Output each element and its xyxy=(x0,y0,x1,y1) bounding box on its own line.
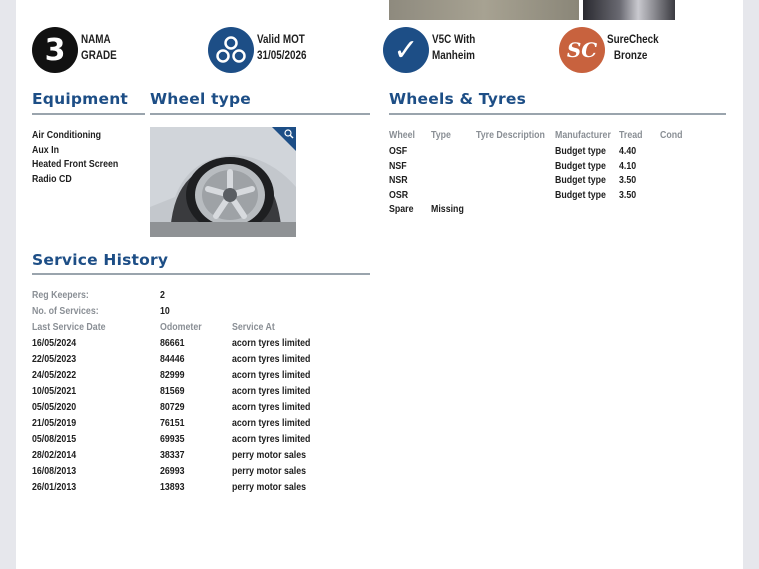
tyres-cell-wheel: Spare xyxy=(389,203,414,215)
service-cell-at: acorn tyres limited xyxy=(232,353,311,365)
service-cell-date: 16/05/2024 xyxy=(32,337,77,349)
service-cell-at: acorn tyres limited xyxy=(232,337,311,349)
service-cell-at: acorn tyres limited xyxy=(232,433,311,445)
odometer-header: Odometer xyxy=(160,321,202,333)
service-cell-date: 05/08/2015 xyxy=(32,433,77,445)
service-cell-date: 28/02/2014 xyxy=(32,449,77,461)
wheel-type-title: Wheel type xyxy=(150,90,251,108)
tyres-cell-wheel: OSR xyxy=(389,188,409,201)
service-cell-at: acorn tyres limited xyxy=(232,369,311,381)
service-cell-at: perry motor sales xyxy=(232,481,307,493)
service-cell-odometer: 69935 xyxy=(160,433,185,445)
num-services-value: 10 xyxy=(160,305,170,317)
tyres-header-type: Type xyxy=(431,129,451,141)
magnifier-icon xyxy=(284,129,294,139)
tyres-cell-type: Missing xyxy=(431,203,464,215)
grade-3-icon: 3 xyxy=(44,32,66,68)
service-cell-odometer: 38337 xyxy=(160,449,185,461)
nama-grade-badge xyxy=(32,27,78,73)
reg-keepers-value: 2 xyxy=(160,289,165,301)
equipment-item: Aux In xyxy=(32,143,59,156)
equipment-item: Radio CD xyxy=(32,172,72,185)
service-date-header: Last Service Date xyxy=(32,321,106,333)
vehicle-photo-thumbnail[interactable] xyxy=(583,0,675,20)
service-cell-odometer: 86661 xyxy=(160,337,185,349)
tyres-cell-tread: 4.40 xyxy=(619,145,637,157)
service-history-title: Service History xyxy=(32,251,169,269)
wheel-photo[interactable] xyxy=(150,127,296,237)
mot-label: Valid MOT 31/05/2026 xyxy=(257,34,307,62)
service-cell-odometer: 26993 xyxy=(160,465,185,477)
mot-triangle-icon xyxy=(214,35,248,65)
service-cell-odometer: 80729 xyxy=(160,401,185,413)
service-history-divider xyxy=(32,273,370,275)
equipment-title: Equipment xyxy=(32,90,129,108)
tyres-header-manufacturer: Manufacturer xyxy=(555,129,611,141)
tyres-cell-wheel: NSR xyxy=(389,174,408,186)
num-services-label: No. of Services: xyxy=(32,305,99,317)
service-cell-odometer: 13893 xyxy=(160,481,185,493)
service-cell-date: 21/05/2019 xyxy=(32,417,77,429)
service-cell-date: 05/05/2020 xyxy=(32,401,77,413)
service-cell-odometer: 81569 xyxy=(160,385,185,397)
equipment-item: Air Conditioning xyxy=(32,129,102,141)
service-cell-at: perry motor sales xyxy=(232,465,307,477)
checkmark-icon: ✓ xyxy=(393,32,419,68)
surecheck-badge xyxy=(559,27,605,73)
service-cell-date: 24/05/2022 xyxy=(32,369,77,381)
service-cell-date: 26/01/2013 xyxy=(32,481,77,493)
service-cell-at: acorn tyres limited xyxy=(232,401,311,413)
service-at-header: Service At xyxy=(232,321,275,333)
service-cell-odometer: 84446 xyxy=(160,353,185,365)
wheels-tyres-title: Wheels & Tyres xyxy=(389,90,527,108)
wheels-tyres-divider xyxy=(389,113,726,115)
tyres-header-desc: Tyre Description xyxy=(476,129,545,141)
tyres-cell-manufacturer: Budget type xyxy=(555,159,606,172)
report-page xyxy=(16,0,743,569)
surecheck-label: SureCheck Bronze xyxy=(607,34,659,62)
service-cell-at: acorn tyres limited xyxy=(232,385,311,397)
v5c-label: V5C With Manheim xyxy=(432,34,476,62)
tyres-cell-tread: 3.50 xyxy=(619,174,637,186)
service-cell-at: perry motor sales xyxy=(232,449,307,461)
nama-grade-label: NAMA GRADE xyxy=(81,34,117,62)
vehicle-photo-thumbnail[interactable] xyxy=(389,0,579,20)
tyres-header-wheel: Wheel xyxy=(389,129,415,141)
tyres-cell-manufacturer: Budget type xyxy=(555,145,606,157)
v5c-badge xyxy=(383,27,429,73)
equipment-item: Heated Front Screen xyxy=(32,158,119,170)
tyres-cell-manufacturer: Budget type xyxy=(555,188,606,201)
reg-keepers-label: Reg Keepers: xyxy=(32,289,89,301)
service-cell-date: 16/08/2013 xyxy=(32,465,77,477)
equipment-divider xyxy=(32,113,145,115)
tyres-cell-manufacturer: Budget type xyxy=(555,174,606,186)
service-cell-date: 10/05/2021 xyxy=(32,385,77,397)
tyres-cell-wheel: NSF xyxy=(389,159,407,172)
service-cell-date: 22/05/2023 xyxy=(32,353,77,365)
wheel-type-divider xyxy=(150,113,370,115)
service-cell-odometer: 76151 xyxy=(160,417,185,429)
tyres-cell-tread: 3.50 xyxy=(619,188,637,201)
surecheck-icon: SC xyxy=(566,38,598,62)
tyres-header-cond: Cond xyxy=(660,129,683,141)
service-cell-odometer: 82999 xyxy=(160,369,185,381)
tyres-cell-tread: 4.10 xyxy=(619,159,637,172)
mot-badge xyxy=(208,27,254,73)
service-cell-at: acorn tyres limited xyxy=(232,417,311,429)
tyres-header-tread: Tread xyxy=(619,129,643,141)
tyres-cell-wheel: OSF xyxy=(389,145,408,157)
